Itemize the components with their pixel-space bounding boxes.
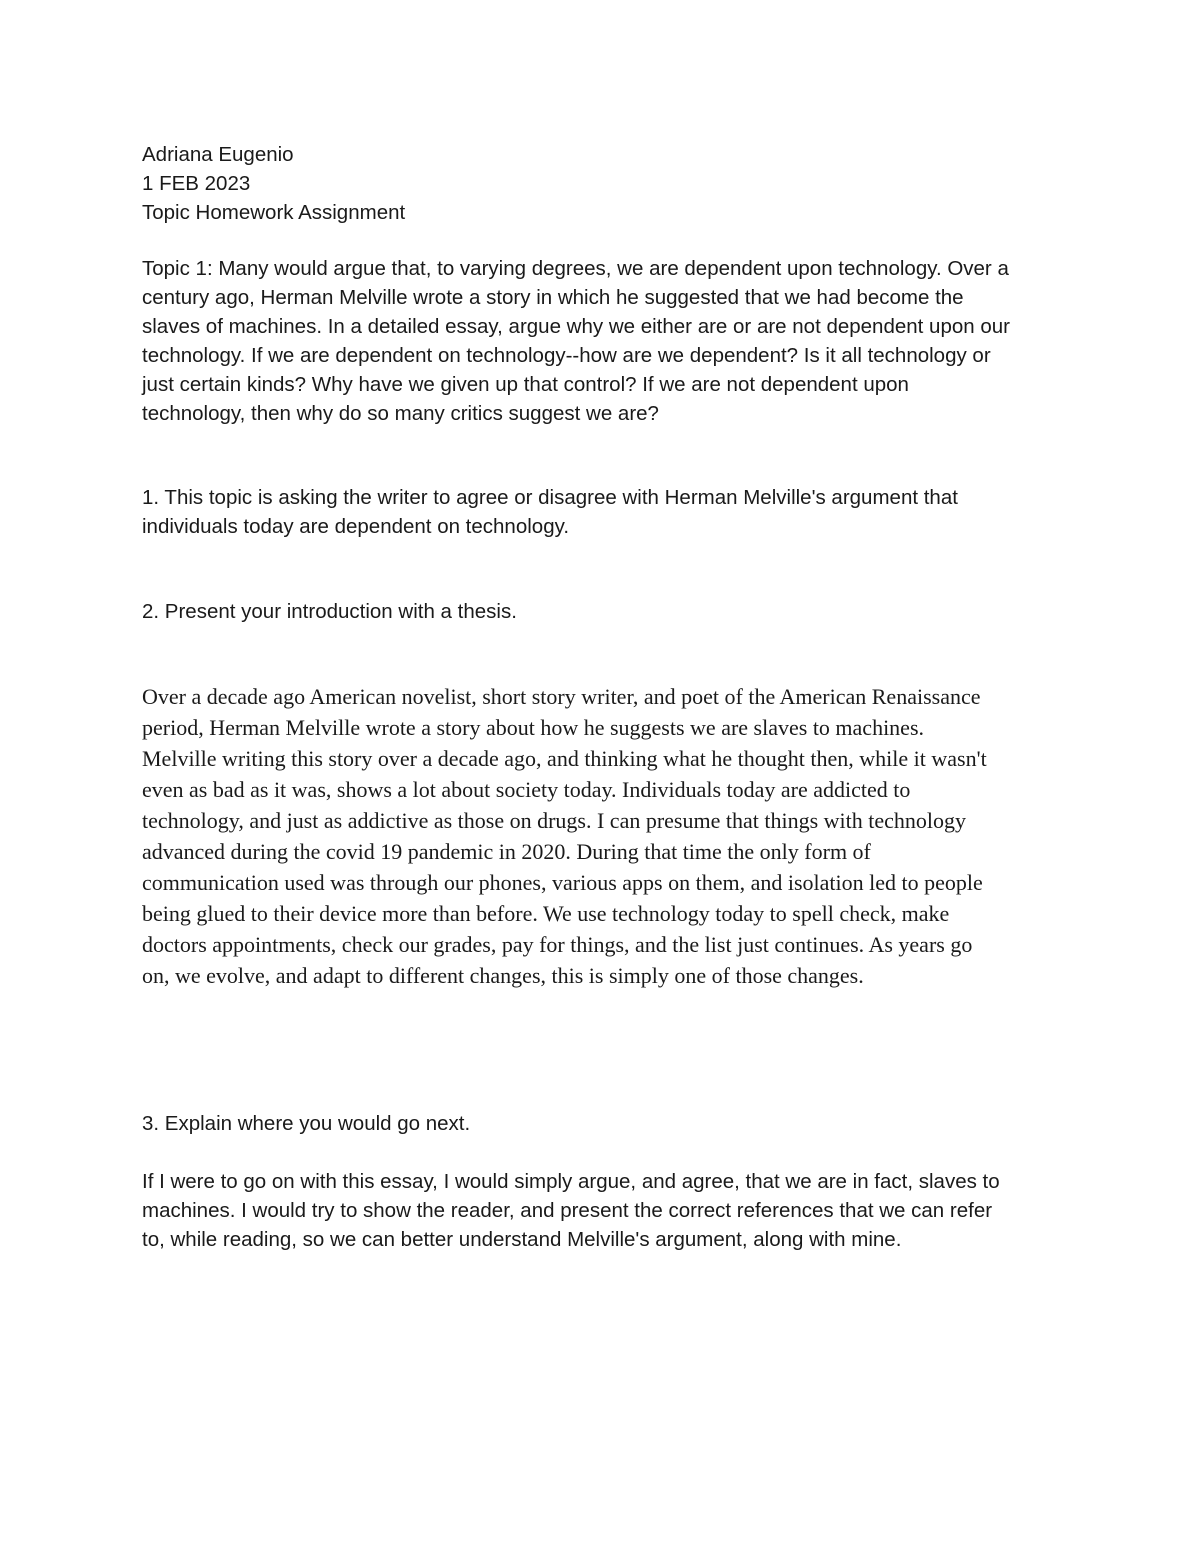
- intro-line: even as bad as it was, shows a lot about society today. Individuals today are addicted to: [142, 777, 911, 802]
- question-2: [142, 597, 1072, 626]
- prompt-line: century ago, Herman Melville wrote a story in which he suggested that we had become the: [142, 286, 964, 309]
- intro-line: doctors appointments, check our grades, pay for things, and the list just continues. As years go: [142, 932, 973, 957]
- topic-prompt: [142, 254, 1072, 428]
- intro-line: Over a decade ago American novelist, short story writer, and poet of the American Renaissance: [142, 684, 981, 709]
- document-header: [142, 140, 1072, 227]
- introduction-paragraph: [142, 681, 1072, 991]
- next-line: to, while reading, so we can better understand Melville's argument, along with mine.: [142, 1228, 902, 1251]
- prompt-line: technology, then why do so many critics suggest we are?: [142, 402, 659, 425]
- intro-line: communication used was through our phones, various apps on them, and isolation led to people: [142, 870, 983, 895]
- next-steps-paragraph: [142, 1167, 1072, 1254]
- intro-line: period, Herman Melville wrote a story about how he suggests we are slaves to machines.: [142, 715, 925, 740]
- question-1-line: 1. This topic is asking the writer to agree or disagree with Herman Melville's argument that: [142, 486, 958, 509]
- question-1: [142, 483, 1072, 541]
- author-name: Adriana Eugenio: [142, 143, 294, 166]
- question-2-text: 2. Present your introduction with a thesis.: [142, 600, 517, 623]
- question-3: [142, 1109, 1072, 1138]
- document-title: Topic Homework Assignment: [142, 201, 406, 224]
- intro-line: Melville writing this story over a decade ago, and thinking what he thought then, while it wasn't: [142, 746, 987, 771]
- intro-line: advanced during the covid 19 pandemic in 2020. During that time the only form of: [142, 839, 871, 864]
- next-line: machines. I would try to show the reader, and present the correct references that we can refer: [142, 1199, 993, 1222]
- prompt-line: slaves of machines. In a detailed essay, argue why we either are or are not dependent upon our: [142, 315, 1010, 338]
- intro-line: being glued to their device more than before. We use technology today to spell check, make: [142, 901, 950, 926]
- document-date: 1 FEB 2023: [142, 172, 251, 195]
- prompt-line: technology. If we are dependent on technology--how are we dependent? Is it all technology or: [142, 344, 991, 367]
- question-3-text: 3. Explain where you would go next.: [142, 1112, 471, 1135]
- next-line: If I were to go on with this essay, I would simply argue, and agree, that we are in fact, slaves to: [142, 1170, 1000, 1193]
- prompt-line: Topic 1: Many would argue that, to varying degrees, we are dependent upon technology. Over a: [142, 257, 1009, 280]
- intro-line: technology, and just as addictive as those on drugs. I can presume that things with technology: [142, 808, 967, 833]
- prompt-line: just certain kinds? Why have we given up that control? If we are not dependent upon: [142, 373, 909, 396]
- question-1-line: individuals today are dependent on technology.: [142, 515, 570, 538]
- intro-line: on, we evolve, and adapt to different changes, this is simply one of those changes.: [142, 963, 864, 988]
